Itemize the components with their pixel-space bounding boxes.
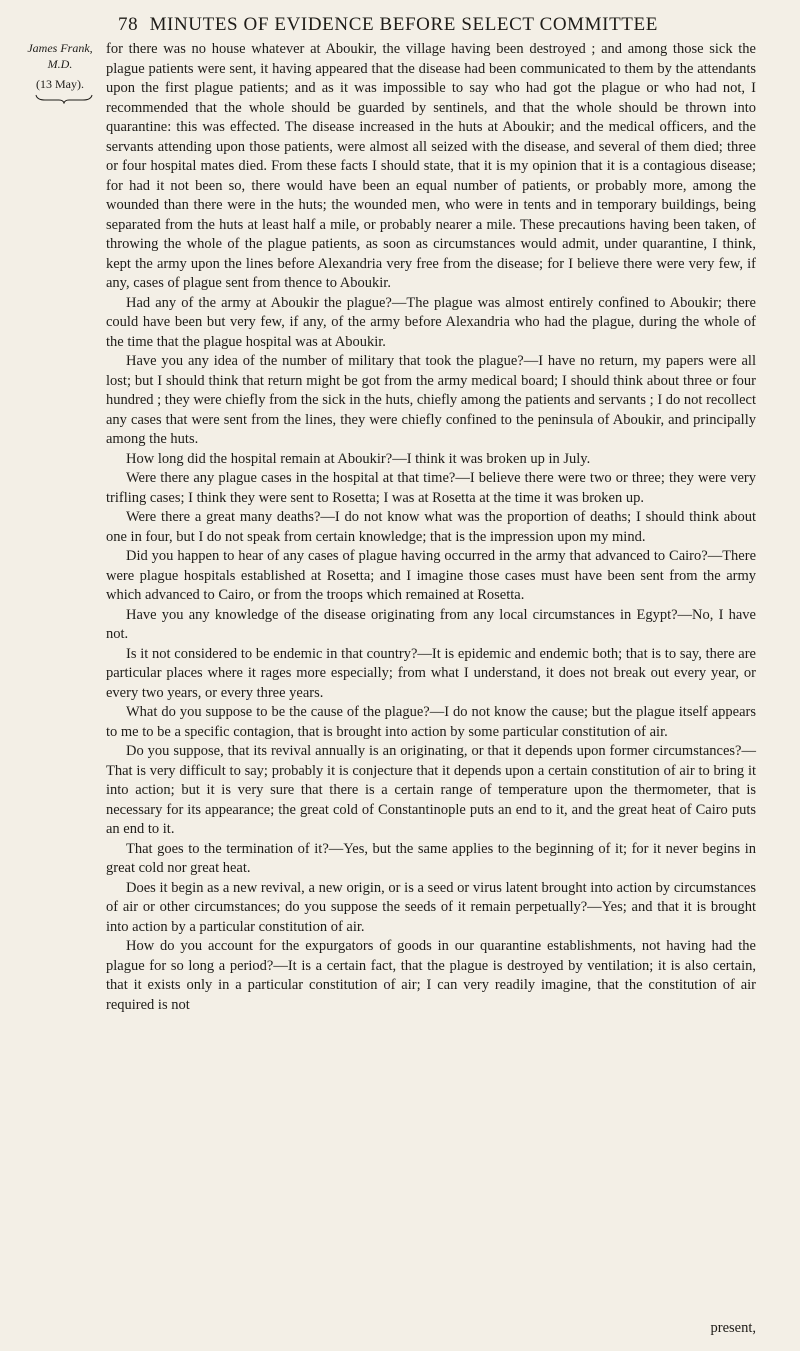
page-header — [118, 14, 758, 36]
witness-degree: M.D. — [47, 57, 73, 71]
paragraph: Did you happen to hear of any cases of plague having occurred in the army that advanced to Cairo?—There were plague hospitals established at Rosetta; and I imagine those cases must have been sent from the army which advanced to Cairo, or from the troops which remained at Rosetta. — [106, 548, 756, 603]
hearing-date: (13 May). — [36, 77, 84, 91]
paragraph: Had any of the army at Aboukir the plague?—The plague was almost entirely confined to Aboukir; there could have been but very few, if any, of the army before Alexandria who had the plague, during the whole of the time that the plague hospital was at Aboukir. — [106, 294, 756, 350]
paragraph: Have you any knowledge of the disease originating from any local circumstances in Egypt?—No, I have not. — [106, 606, 756, 642]
paragraph: Were there any plague cases in the hospital at that time?—I believe there were two or three; they were very trifling cases; I think they were sent to Rosetta; I was at Rosetta at the time it was broken up. — [106, 470, 756, 506]
paragraph: Does it begin as a new revival, a new origin, or is a seed or virus latent brought into action by circumstances of air or other circumstances; do you suppose the seeds of it remain perpetually?—Yes; and that it is brought into action by a particular constitution of air. — [106, 879, 756, 935]
paragraph: Is it not considered to be endemic in that country?—It is epidemic and endemic both; that is to say, there are particular places where it rages more especially; from what I understand, it does not break out every year, or every two years, or every three years. — [106, 645, 756, 701]
witness-name: James Frank, — [27, 41, 93, 55]
paragraph: for there was no house whatever at Aboukir, the village having been destroyed ; and among those sick the plague patients were sent, it having appeared that the disease had been communicated to them by the attendants upon the first plague patients; and as it was impossible to say who had got the plague or who had not, I recommended that the whole should be guarded by sentinels, and that the whole should be thrown into quarantine: this was effected. The disease increased in the huts at Aboukir; and the medical officers, and the servants attending upon those patients, were almost all seized with the disease, and several of them died; three or four hospital mates died. From these facts I should state, that it is my opinion that it is a contagious disease; for had it not been so, there would have been an equal number of patients, or probably more, among the wounded than there were in the huts; the wounded men, who were in tents and in temporary buildings, being separated from the huts at least half a mile, or probably nearer a mile. These precautions having been taken, of throwing the whole of the plague patients, as soon as circumstances would admit, under quarantine, I think, kept the army upon the lines before Alexandria very free from the disease; for I believe there were very few, if any, cases of plague sent from thence to Aboukir. — [106, 41, 756, 291]
margin-note — [20, 40, 100, 108]
paragraph: Do you suppose, that its revival annually is an originating, or that it depends upon former circumstances?—That is very difficult to say; probably it is conjecture that it depends upon a certain constitution of air to bring it into action; but it is very sure that there is a certain range of temperature upon the thermometer, that is necessary for its appearance; the great cold of Constantinople puts an end to it, and the great heat of Cairo puts an end to it. — [106, 743, 756, 837]
page-number: 78 — [118, 14, 139, 35]
margin-brace-icon — [35, 94, 93, 104]
running-title: MINUTES OF EVIDENCE BEFORE SELECT COMMITTEE — [149, 14, 658, 35]
page-body — [106, 40, 756, 1015]
paragraph: That goes to the termination of it?—Yes, but the same applies to the beginning of it; for it never begins in great cold nor great heat. — [106, 840, 756, 876]
paragraph: How do you account for the expurgators of goods in our quarantine establishments, not having had the plague for so long a period?—It is a certain fact, that the plague is destroyed by ventilation; it is also certain, that it exists only in a particular constitution of air; I can very readily imagine, that the constitution of air required is not — [106, 938, 756, 1013]
paragraph: Have you any idea of the number of military that took the plague?—I have no return, my papers were all lost; but I should think that return might be got from the army medical board; I should think about three or four hundred ; they were chiefly from the sick in the huts, chiefly among the patients and servants ; I do not recollect any cases that were sent from the lines, they were chiefly confined to the peninsula of Aboukir, and principally among the huts. — [106, 353, 756, 447]
paragraph: What do you suppose to be the cause of the plague?—I do not know the cause; but the plague itself appears to me to be a specific contagion, that is brought into action by some particular constitution of air. — [106, 704, 756, 740]
paragraph: How long did the hospital remain at Aboukir?—I think it was broken up in July. — [126, 450, 591, 467]
catchword: present, — [710, 1320, 756, 1336]
paragraph: Were there a great many deaths?—I do not know what was the proportion of deaths; I should think about one in four, but I do not speak from certain knowledge; that is the impression upon my mind. — [106, 509, 756, 545]
